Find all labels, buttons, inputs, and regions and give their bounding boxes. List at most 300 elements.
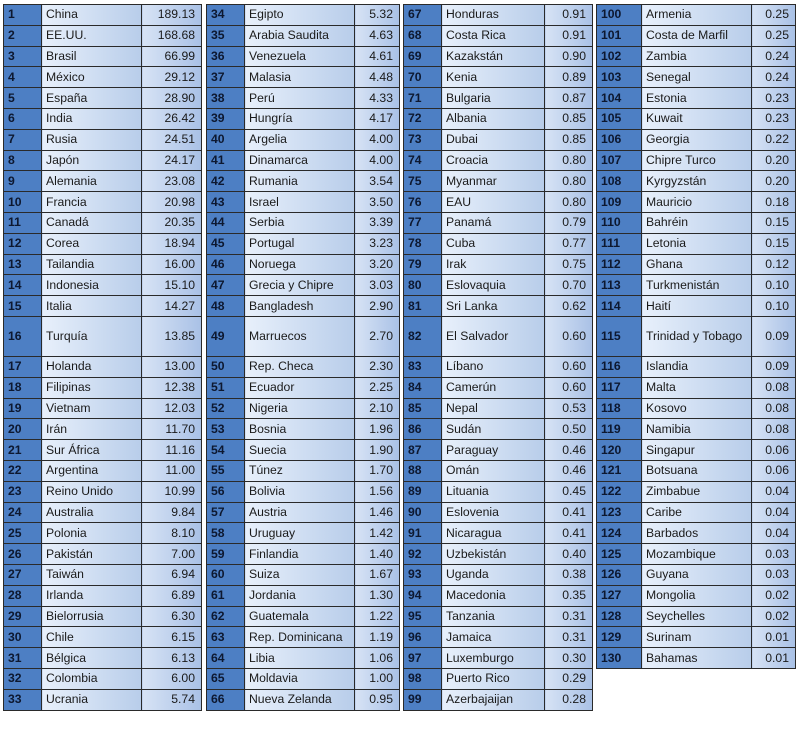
rank-cell: 44 [207, 212, 245, 233]
value-cell: 11.16 [142, 440, 202, 461]
table-row [207, 296, 400, 317]
table-row [597, 275, 796, 296]
value-cell: 0.12 [752, 254, 796, 275]
value-cell: 0.25 [752, 25, 796, 46]
rank-cell: 129 [597, 627, 642, 648]
table-row [597, 192, 796, 213]
table-row [207, 46, 400, 67]
country-cell: Macedonia [442, 585, 545, 606]
table-row [404, 668, 593, 689]
table-row [207, 627, 400, 648]
table-row [404, 648, 593, 669]
country-cell: Turquía [42, 316, 142, 356]
country-cell: Marruecos [245, 316, 355, 356]
value-cell: 0.15 [752, 233, 796, 254]
value-cell: 14.27 [142, 296, 202, 317]
rank-cell: 19 [4, 398, 42, 419]
table-row [597, 108, 796, 129]
rank-cell: 121 [597, 460, 642, 481]
rank-cell: 128 [597, 606, 642, 627]
value-cell: 4.61 [355, 46, 400, 67]
value-cell: 2.30 [355, 356, 400, 377]
table-row [207, 88, 400, 109]
country-cell: Letonia [642, 233, 752, 254]
country-cell: Caribe [642, 502, 752, 523]
country-cell: Barbados [642, 523, 752, 544]
value-cell: 1.00 [355, 668, 400, 689]
value-cell: 18.94 [142, 233, 202, 254]
table-row [597, 46, 796, 67]
table-row [404, 46, 593, 67]
column-1-table [3, 4, 202, 711]
value-cell: 0.31 [545, 627, 593, 648]
country-cell: Rep. Checa [245, 356, 355, 377]
country-cell: Bahréin [642, 212, 752, 233]
rank-cell: 111 [597, 233, 642, 254]
country-cell: Costa de Marfil [642, 25, 752, 46]
country-cell: Indonesia [42, 275, 142, 296]
value-cell: 168.68 [142, 25, 202, 46]
rank-cell: 76 [404, 192, 442, 213]
rank-cell: 17 [4, 356, 42, 377]
column-4-table [596, 4, 796, 669]
value-cell: 8.10 [142, 523, 202, 544]
value-cell: 10.99 [142, 481, 202, 502]
rank-cell: 35 [207, 25, 245, 46]
value-cell: 0.18 [752, 192, 796, 213]
value-cell: 0.03 [752, 564, 796, 585]
country-cell: Corea [42, 233, 142, 254]
value-cell: 0.24 [752, 46, 796, 67]
table-row [4, 648, 202, 669]
rank-cell: 104 [597, 88, 642, 109]
rank-cell: 77 [404, 212, 442, 233]
country-cell: Armenia [642, 5, 752, 26]
table-row [4, 233, 202, 254]
value-cell: 0.10 [752, 275, 796, 296]
rank-cell: 106 [597, 129, 642, 150]
table-row [207, 233, 400, 254]
country-cell: Nigeria [245, 398, 355, 419]
table-row [207, 564, 400, 585]
table-row [4, 460, 202, 481]
country-cell: Grecia y Chipre [245, 275, 355, 296]
country-cell: Jamaica [442, 627, 545, 648]
rank-cell: 50 [207, 356, 245, 377]
rank-cell: 12 [4, 233, 42, 254]
table-row [207, 192, 400, 213]
country-cell: Mongolia [642, 585, 752, 606]
value-cell: 0.75 [545, 254, 593, 275]
country-cell: El Salvador [442, 316, 545, 356]
country-cell: Ghana [642, 254, 752, 275]
value-cell: 16.00 [142, 254, 202, 275]
rank-cell: 33 [4, 689, 42, 710]
table-column-1 [3, 4, 202, 711]
table-row [4, 419, 202, 440]
country-cell: Bulgaria [442, 88, 545, 109]
rank-cell: 85 [404, 398, 442, 419]
rank-cell: 84 [404, 377, 442, 398]
rank-cell: 120 [597, 440, 642, 461]
value-cell: 2.90 [355, 296, 400, 317]
country-cell: Túnez [245, 460, 355, 481]
rank-cell: 58 [207, 523, 245, 544]
rank-cell: 26 [4, 544, 42, 565]
country-cell: Venezuela [245, 46, 355, 67]
rank-cell: 82 [404, 316, 442, 356]
value-cell: 0.08 [752, 377, 796, 398]
table-row [4, 254, 202, 275]
table-row [597, 502, 796, 523]
rank-cell: 116 [597, 356, 642, 377]
value-cell: 0.30 [545, 648, 593, 669]
rank-cell: 43 [207, 192, 245, 213]
table-row [597, 212, 796, 233]
value-cell: 1.06 [355, 648, 400, 669]
rank-cell: 1 [4, 5, 42, 26]
rank-cell: 98 [404, 668, 442, 689]
country-cell: Malasia [245, 67, 355, 88]
table-row [404, 108, 593, 129]
rank-cell: 4 [4, 67, 42, 88]
country-cell: Brasil [42, 46, 142, 67]
value-cell: 28.90 [142, 88, 202, 109]
rank-cell: 5 [4, 88, 42, 109]
value-cell: 0.08 [752, 419, 796, 440]
table-row [207, 648, 400, 669]
rank-cell: 126 [597, 564, 642, 585]
rank-cell: 123 [597, 502, 642, 523]
rank-cell: 86 [404, 419, 442, 440]
rank-cell: 13 [4, 254, 42, 275]
table-row [4, 585, 202, 606]
country-cell: Estonia [642, 88, 752, 109]
country-cell: Kazakstán [442, 46, 545, 67]
value-cell: 3.50 [355, 192, 400, 213]
rank-cell: 88 [404, 460, 442, 481]
rank-cell: 36 [207, 46, 245, 67]
table-row [4, 316, 202, 356]
value-cell: 1.40 [355, 544, 400, 565]
rank-cell: 118 [597, 398, 642, 419]
table-row [597, 296, 796, 317]
table-row [404, 419, 593, 440]
country-cell: Sur África [42, 440, 142, 461]
table-row [207, 689, 400, 710]
table-row [207, 212, 400, 233]
table-row [4, 212, 202, 233]
country-cell: Serbia [245, 212, 355, 233]
table-row [4, 150, 202, 171]
rank-cell: 6 [4, 108, 42, 129]
table-row [404, 5, 593, 26]
value-cell: 0.06 [752, 440, 796, 461]
value-cell: 13.85 [142, 316, 202, 356]
value-cell: 2.70 [355, 316, 400, 356]
rank-cell: 110 [597, 212, 642, 233]
table-row [597, 585, 796, 606]
rank-cell: 56 [207, 481, 245, 502]
rank-cell: 109 [597, 192, 642, 213]
country-cell: Suecia [245, 440, 355, 461]
table-row [597, 419, 796, 440]
country-cell: Jordania [245, 585, 355, 606]
country-cell: Sudán [442, 419, 545, 440]
rank-cell: 10 [4, 192, 42, 213]
rank-cell: 32 [4, 668, 42, 689]
country-cell: Israel [245, 192, 355, 213]
country-cell: Francia [42, 192, 142, 213]
country-cell: Myanmar [442, 171, 545, 192]
value-cell: 0.79 [545, 212, 593, 233]
value-cell: 0.50 [545, 419, 593, 440]
value-cell: 11.70 [142, 419, 202, 440]
country-cell: Argentina [42, 460, 142, 481]
table-column-3 [403, 4, 593, 711]
rank-cell: 124 [597, 523, 642, 544]
value-cell: 4.48 [355, 67, 400, 88]
value-cell: 1.22 [355, 606, 400, 627]
table-row [207, 5, 400, 26]
table-row [404, 523, 593, 544]
value-cell: 6.89 [142, 585, 202, 606]
table-row [597, 67, 796, 88]
value-cell: 20.98 [142, 192, 202, 213]
rank-cell: 127 [597, 585, 642, 606]
table-row [207, 275, 400, 296]
country-cell: Suiza [245, 564, 355, 585]
table-row [207, 460, 400, 481]
country-cell: Uganda [442, 564, 545, 585]
table-row [404, 564, 593, 585]
table-row [597, 88, 796, 109]
table-row [404, 689, 593, 710]
table-row [4, 46, 202, 67]
rank-cell: 59 [207, 544, 245, 565]
value-cell: 0.09 [752, 316, 796, 356]
rank-cell: 21 [4, 440, 42, 461]
value-cell: 6.94 [142, 564, 202, 585]
country-cell: Egipto [245, 5, 355, 26]
country-cell: Cuba [442, 233, 545, 254]
value-cell: 0.80 [545, 171, 593, 192]
country-cell: Irán [42, 419, 142, 440]
rank-cell: 14 [4, 275, 42, 296]
value-cell: 3.39 [355, 212, 400, 233]
value-cell: 12.38 [142, 377, 202, 398]
table-row [404, 481, 593, 502]
table-row [404, 25, 593, 46]
value-cell: 0.41 [545, 523, 593, 544]
country-cell: Trinidad y Tobago [642, 316, 752, 356]
table-column-2 [206, 4, 400, 711]
table-row [597, 398, 796, 419]
rank-cell: 9 [4, 171, 42, 192]
table-row [4, 356, 202, 377]
value-cell: 1.30 [355, 585, 400, 606]
table-row [597, 5, 796, 26]
country-cell: Tanzania [442, 606, 545, 627]
country-cell: Paraguay [442, 440, 545, 461]
country-cell: Colombia [42, 668, 142, 689]
value-cell: 0.22 [752, 129, 796, 150]
column-3-table [403, 4, 593, 711]
table-row [4, 192, 202, 213]
rank-cell: 53 [207, 419, 245, 440]
rank-cell: 54 [207, 440, 245, 461]
table-row [404, 275, 593, 296]
value-cell: 1.42 [355, 523, 400, 544]
country-cell: Australia [42, 502, 142, 523]
country-cell: Nueva Zelanda [245, 689, 355, 710]
value-cell: 0.90 [545, 46, 593, 67]
value-cell: 0.70 [545, 275, 593, 296]
rank-cell: 99 [404, 689, 442, 710]
country-cell: Singapur [642, 440, 752, 461]
table-row [597, 377, 796, 398]
value-cell: 3.54 [355, 171, 400, 192]
table-row [404, 440, 593, 461]
value-cell: 0.20 [752, 171, 796, 192]
rank-cell: 103 [597, 67, 642, 88]
value-cell: 0.95 [355, 689, 400, 710]
country-cell: Croacia [442, 150, 545, 171]
value-cell: 4.00 [355, 129, 400, 150]
value-cell: 15.10 [142, 275, 202, 296]
country-cell: Holanda [42, 356, 142, 377]
country-cell: Japón [42, 150, 142, 171]
value-cell: 6.30 [142, 606, 202, 627]
value-cell: 0.20 [752, 150, 796, 171]
value-cell: 0.60 [545, 356, 593, 377]
value-cell: 0.46 [545, 440, 593, 461]
value-cell: 0.06 [752, 460, 796, 481]
country-cell: Kosovo [642, 398, 752, 419]
country-cell: Rep. Dominicana [245, 627, 355, 648]
country-cell: Mozambique [642, 544, 752, 565]
rank-cell: 27 [4, 564, 42, 585]
table-row [207, 150, 400, 171]
table-row [404, 171, 593, 192]
country-cell: Kuwait [642, 108, 752, 129]
country-cell: Guatemala [245, 606, 355, 627]
table-row [4, 606, 202, 627]
table-row [207, 523, 400, 544]
rank-cell: 20 [4, 419, 42, 440]
table-row [207, 67, 400, 88]
rank-cell: 95 [404, 606, 442, 627]
value-cell: 0.04 [752, 523, 796, 544]
value-cell: 0.03 [752, 544, 796, 565]
rank-cell: 78 [404, 233, 442, 254]
country-cell: Libia [245, 648, 355, 669]
value-cell: 13.00 [142, 356, 202, 377]
table-row [404, 254, 593, 275]
table-row [207, 171, 400, 192]
table-row [597, 440, 796, 461]
value-cell: 2.25 [355, 377, 400, 398]
country-cell: Moldavia [245, 668, 355, 689]
table-row [404, 88, 593, 109]
table-row [4, 502, 202, 523]
country-cell: Argelia [245, 129, 355, 150]
rank-cell: 55 [207, 460, 245, 481]
table-row [4, 296, 202, 317]
rank-cell: 81 [404, 296, 442, 317]
country-cell: Ecuador [245, 377, 355, 398]
value-cell: 0.24 [752, 67, 796, 88]
table-row [597, 233, 796, 254]
rank-cell: 63 [207, 627, 245, 648]
table-row [207, 481, 400, 502]
rank-cell: 75 [404, 171, 442, 192]
table-row [404, 129, 593, 150]
table-row [207, 398, 400, 419]
value-cell: 0.25 [752, 5, 796, 26]
country-cell: Bielorrusia [42, 606, 142, 627]
value-cell: 4.00 [355, 150, 400, 171]
country-cell: Kenia [442, 67, 545, 88]
country-cell: Hungría [245, 108, 355, 129]
value-cell: 6.00 [142, 668, 202, 689]
country-cell: Italia [42, 296, 142, 317]
value-cell: 0.08 [752, 398, 796, 419]
country-cell: EAU [442, 192, 545, 213]
rank-cell: 66 [207, 689, 245, 710]
table-row [4, 398, 202, 419]
rank-cell: 41 [207, 150, 245, 171]
value-cell: 5.32 [355, 5, 400, 26]
value-cell: 0.04 [752, 481, 796, 502]
country-cell: Pakistán [42, 544, 142, 565]
value-cell: 23.08 [142, 171, 202, 192]
table-row [4, 668, 202, 689]
table-row [404, 544, 593, 565]
rank-cell: 92 [404, 544, 442, 565]
rank-cell: 68 [404, 25, 442, 46]
table-row [597, 25, 796, 46]
country-cell: Bélgica [42, 648, 142, 669]
rank-cell: 40 [207, 129, 245, 150]
table-row [404, 233, 593, 254]
table-row [207, 419, 400, 440]
table-row [404, 627, 593, 648]
table-row [404, 585, 593, 606]
rank-cell: 62 [207, 606, 245, 627]
country-cell: México [42, 67, 142, 88]
table-row [404, 356, 593, 377]
country-cell: Georgia [642, 129, 752, 150]
country-cell: Kyrgyzstán [642, 171, 752, 192]
table-row [597, 523, 796, 544]
rank-cell: 69 [404, 46, 442, 67]
country-cell: Dinamarca [245, 150, 355, 171]
table-row [404, 316, 593, 356]
rank-cell: 34 [207, 5, 245, 26]
country-cell: Portugal [245, 233, 355, 254]
rank-cell: 38 [207, 88, 245, 109]
rank-cell: 80 [404, 275, 442, 296]
rank-cell: 102 [597, 46, 642, 67]
table-row [4, 689, 202, 710]
rank-cell: 48 [207, 296, 245, 317]
table-row [404, 67, 593, 88]
country-cell: Rumania [245, 171, 355, 192]
value-cell: 12.03 [142, 398, 202, 419]
table-row [207, 585, 400, 606]
value-cell: 0.89 [545, 67, 593, 88]
